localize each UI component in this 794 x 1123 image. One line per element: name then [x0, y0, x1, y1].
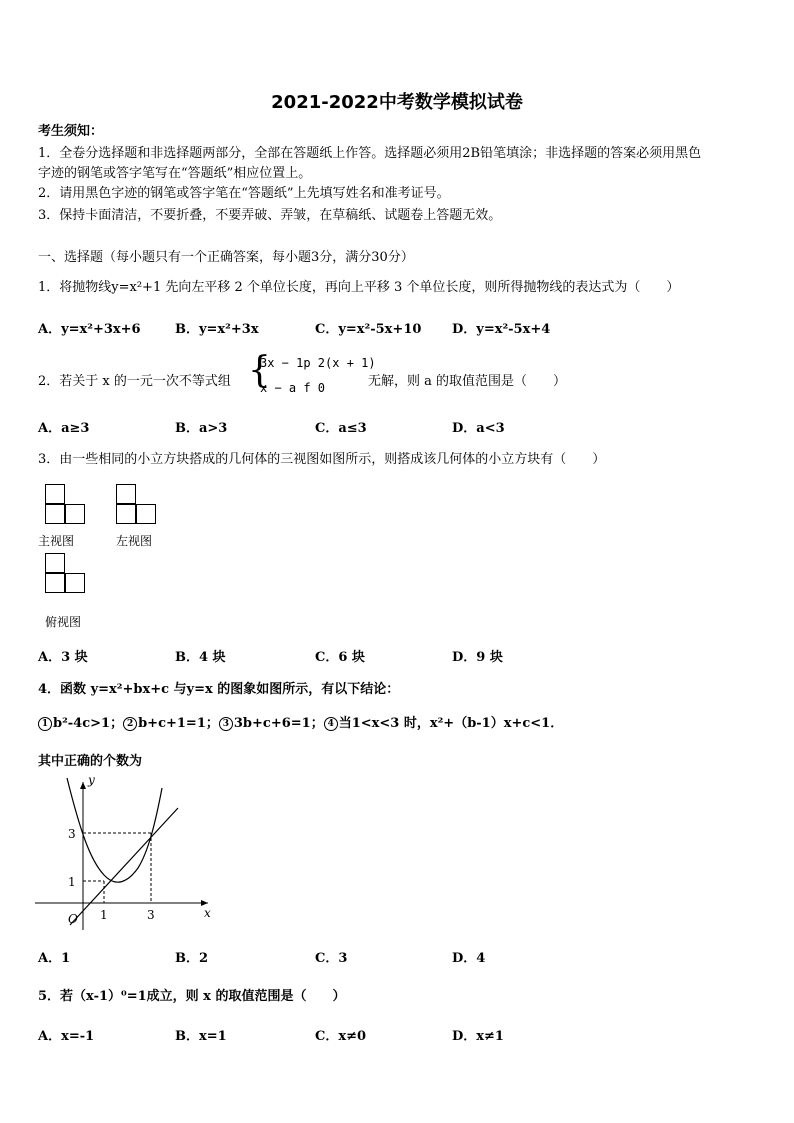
- q3-option-a[interactable]: A．3 块: [38, 650, 88, 665]
- q2-option-a[interactable]: A．a≥3: [38, 421, 90, 436]
- q2-option-d[interactable]: D．a<3: [452, 421, 505, 436]
- circled-number-1: 1: [38, 717, 52, 731]
- top-view-figure: [45, 553, 86, 594]
- front-view-cell: [65, 504, 85, 524]
- left-view-figure: [116, 484, 157, 525]
- q5-option-a[interactable]: A．x=-1: [38, 1029, 95, 1044]
- q3-option-b[interactable]: B．4 块: [175, 650, 226, 665]
- q2-option-b[interactable]: B．a>3: [175, 421, 228, 436]
- question-4-stem: 4．函数 y=x²+bx+c 与y=x 的图象如图所示，有以下结论：: [38, 682, 400, 697]
- top-view-cell: [65, 573, 85, 593]
- question-4-conclusions: [38, 712, 563, 731]
- circled-number-4: 4: [324, 717, 338, 731]
- left-view-label: 左视图: [116, 534, 153, 548]
- notice-line-3: 3．保持卡面清洁，不要折叠，不要弄破、弄皱，在草稿纸、试题卷上答题无效。: [38, 208, 502, 223]
- left-view-cell: [136, 504, 156, 524]
- question-3-stem: 3．由一些相同的小立方块搭成的几何体的三视图如图所示，则搭成该几何体的小立方块有（ ）: [38, 452, 606, 467]
- top-view-cell: [45, 553, 65, 573]
- front-view-cell: [45, 504, 65, 524]
- y-axis-arrow: [80, 782, 86, 789]
- section-heading: 一、选择题（每小题只有一个正确答案，每小题3分，满分30分）: [38, 250, 414, 265]
- q5-option-b[interactable]: B．x=1: [175, 1029, 227, 1044]
- x-tick-1: 1: [100, 908, 108, 922]
- left-view-cell: [116, 504, 136, 524]
- question-1-stem: 1．将抛物线y=x²+1 先向左平移 2 个单位长度，再向上平移 3 个单位长度，则所得抛物线的表达式为（ ）: [38, 280, 680, 295]
- origin-label: O: [68, 912, 78, 926]
- q1-option-a[interactable]: A．y=x²+3x+6: [38, 322, 141, 337]
- q3-option-d[interactable]: D．9 块: [452, 650, 503, 665]
- top-view-label: 俯视图: [45, 615, 82, 629]
- q1-option-c[interactable]: C．y=x²-5x+10: [315, 322, 422, 337]
- q3-option-c[interactable]: C．6 块: [315, 650, 365, 665]
- function-graph: [30, 770, 220, 932]
- q5-option-d[interactable]: D．x≠1: [452, 1029, 504, 1044]
- x-tick-3: 3: [147, 908, 155, 922]
- q2-option-c[interactable]: C．a≤3: [315, 421, 367, 436]
- conclusion-4: 当1<x<3 时，x²+（b-1）x+c<1．: [338, 716, 564, 731]
- front-view-label: 主视图: [38, 534, 75, 548]
- q4-option-d[interactable]: D．4: [452, 951, 486, 966]
- parabola-curve: [67, 778, 162, 882]
- question-2-prefix: 2．若关于 x 的一元一次不等式组: [38, 374, 231, 389]
- notice-line-1: 1．全卷分选择题和非选择题两部分，全部在答题纸上作答。选择题必须用2B铅笔填涂；非选择题的答案必须用黑色: [38, 146, 702, 161]
- inequality-1: 3x − 1p 2(x + 1): [260, 356, 376, 370]
- y-axis-label: y: [88, 773, 95, 787]
- conclusion-2: b+c+1=1；: [138, 716, 219, 731]
- q4-option-b[interactable]: B．2: [175, 951, 209, 966]
- circled-number-2: 2: [123, 717, 137, 731]
- notice-heading: 考生须知：: [38, 124, 104, 139]
- q5-option-c[interactable]: C．x≠0: [315, 1029, 367, 1044]
- conclusion-1: b²-4c>1；: [53, 716, 124, 731]
- top-view-cell: [45, 573, 65, 593]
- left-view-cell: [116, 484, 136, 504]
- question-4-prompt: 其中正确的个数为: [38, 754, 143, 769]
- question-2-suffix: 无解，则 a 的取值范围是（ ）: [368, 374, 567, 389]
- inequality-2: x − a f 0: [260, 381, 326, 395]
- x-axis-label: x: [204, 906, 211, 920]
- line-y-equals-x: [70, 808, 178, 925]
- q1-option-d[interactable]: D．y=x²-5x+4: [452, 322, 551, 337]
- question-5-stem: 5．若（x-1）⁰=1成立，则 x 的取值范围是（ ）: [38, 989, 346, 1004]
- y-tick-3: 3: [68, 827, 76, 841]
- front-view-figure: [45, 484, 86, 525]
- conclusion-3: 3b+c+6=1；: [233, 716, 324, 731]
- y-tick-1: 1: [68, 875, 76, 889]
- q4-option-a[interactable]: A．1: [38, 951, 71, 966]
- notice-line-1b: 字迹的钢笔或答字笔写在“答题纸”相应位置上。: [38, 166, 312, 181]
- q1-option-b[interactable]: B．y=x²+3x: [175, 322, 259, 337]
- q4-option-c[interactable]: C．3: [315, 951, 348, 966]
- circled-number-3: 3: [219, 717, 233, 731]
- front-view-cell: [45, 484, 65, 504]
- system-brace: {: [248, 350, 271, 391]
- page-title: 2021-2022中考数学模拟试卷: [271, 92, 523, 113]
- notice-line-2: 2．请用黑色字迹的钢笔或答字笔在“答题纸”上先填写姓名和准考证号。: [38, 186, 450, 201]
